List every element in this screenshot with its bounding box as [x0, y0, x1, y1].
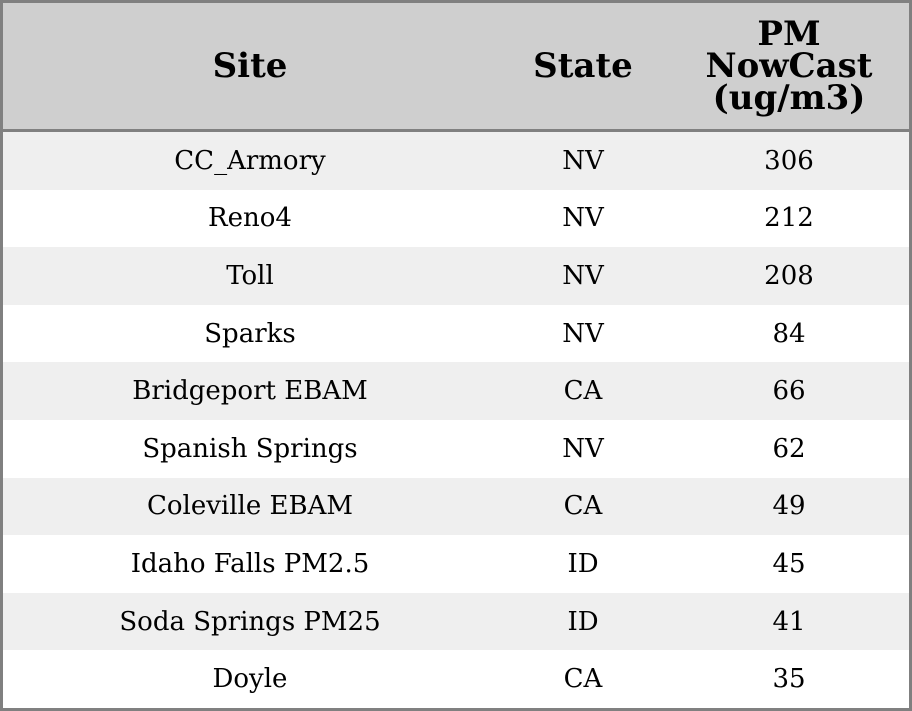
cell-state: NV: [562, 433, 604, 464]
table-row: [3, 650, 909, 708]
table-header-row: [3, 3, 909, 132]
column-header-pm-nowcast-label: PM NowCast (ug/m3): [705, 14, 873, 118]
cell-site: Idaho Falls PM2.5: [130, 548, 370, 579]
cell-pm-nowcast: 41: [772, 606, 806, 637]
cell-pm-nowcast: 208: [764, 260, 814, 291]
cell-state: NV: [562, 260, 604, 291]
cell-site: Soda Springs PM25: [119, 606, 381, 637]
table-body: [3, 132, 909, 708]
cell-site: Doyle: [212, 664, 288, 695]
table-row: [3, 535, 909, 593]
cell-pm-nowcast: 62: [772, 433, 806, 464]
cell-site: Coleville EBAM: [146, 491, 354, 522]
cell-state: CA: [563, 491, 603, 522]
cell-pm-nowcast: 66: [772, 376, 806, 407]
cell-state: NV: [562, 203, 604, 234]
cell-pm-nowcast: 212: [764, 203, 814, 234]
cell-site: Sparks: [204, 318, 296, 349]
table-row: [3, 362, 909, 420]
table-row: [3, 478, 909, 536]
table-row: [3, 593, 909, 651]
table-row: [3, 132, 909, 190]
cell-state: CA: [563, 664, 603, 695]
cell-pm-nowcast: 35: [772, 664, 806, 695]
table-row: [3, 247, 909, 305]
column-header-state: State: [533, 46, 633, 86]
cell-state: ID: [567, 606, 599, 637]
cell-pm-nowcast: 84: [772, 318, 806, 349]
cell-site: Toll: [226, 260, 274, 291]
cell-state: NV: [562, 145, 604, 176]
cell-pm-nowcast: 306: [764, 145, 814, 176]
table-row: [3, 305, 909, 363]
table-row: [3, 420, 909, 478]
cell-site: Reno4: [208, 203, 292, 234]
cell-site: CC_Armory: [174, 145, 326, 176]
cell-state: ID: [567, 548, 599, 579]
table-row: [3, 190, 909, 248]
cell-state: NV: [562, 318, 604, 349]
cell-pm-nowcast: 45: [772, 548, 806, 579]
cell-state: CA: [563, 376, 603, 407]
column-header-site: Site: [212, 46, 288, 86]
cell-pm-nowcast: 49: [772, 491, 806, 522]
column-header-pm-nowcast: [669, 3, 909, 129]
cell-site: Spanish Springs: [142, 433, 358, 464]
cell-site: Bridgeport EBAM: [132, 376, 368, 407]
